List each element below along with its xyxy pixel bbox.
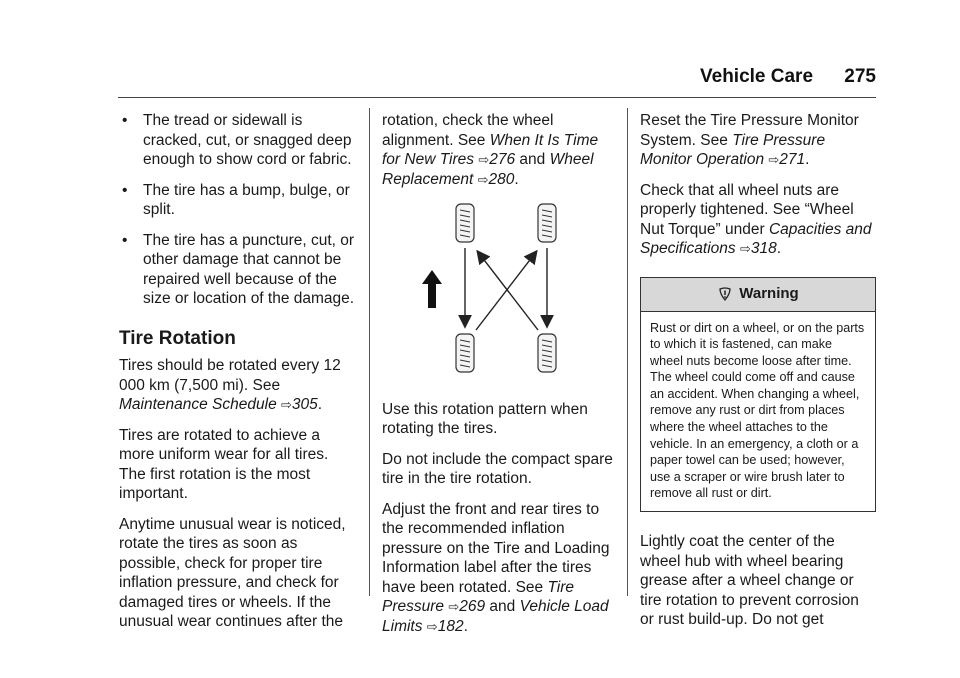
column-divider-1 (369, 108, 370, 596)
forward-direction-arrow-icon (422, 270, 442, 308)
wheel-replacement-link[interactable]: Wheel Replacement (382, 151, 594, 188)
paragraph: Anytime unusual wear is noticed, rotate the tires as soon as possible, check for proper tire inflation pressure, and check for damaged tires or wheels. If the unusual wear continues after the (119, 515, 346, 630)
text: . (317, 396, 323, 413)
page-ref[interactable]: 276 (489, 151, 516, 168)
column-1 (119, 111, 359, 643)
text: Check that all wheel nuts are properly tightened. See “Wheel Nut Torque” under (640, 181, 854, 238)
text: Tires should be rotated every 12 000 km (7,500 mi). See (119, 357, 341, 394)
page-header (700, 66, 876, 88)
text: Reset the Tire Pressure Monitor System. See (640, 112, 859, 149)
rear-left-to-front-right-arrow (476, 252, 536, 330)
maintenance-schedule-link[interactable]: Maintenance Schedule (119, 396, 277, 413)
rear-right-tire (538, 334, 556, 372)
column-3 (640, 111, 876, 641)
page-ref[interactable]: 280 (488, 170, 515, 188)
front-right-tire (538, 204, 556, 242)
ref-arrow-icon: ⇨ (739, 241, 751, 256)
paragraph (640, 181, 876, 259)
vehicle-load-limits-link[interactable]: Vehicle Load Limits (382, 598, 609, 635)
text: Adjust the front and rear tires to the recommended inflation pressure on the Tire and Loading Information label after the tires have been rotated. See (382, 500, 610, 596)
new-tires-link[interactable]: When It Is Time for New Tires (382, 131, 599, 168)
paragraph: Tires are rotated to achieve a more uniform wear for all tires. The first rotation is the most important. (119, 426, 329, 502)
ref-arrow-icon: ⇨ (448, 599, 460, 614)
tire-pressure-link[interactable]: Tire Pressure (382, 578, 575, 615)
capacities-specs-link[interactable]: Capacities and Specifications (640, 220, 872, 257)
paragraph: Use this rotation pattern when rotating the tires. (382, 400, 588, 437)
paragraph (119, 356, 359, 415)
ref-arrow-icon: ⇨ (478, 152, 490, 167)
text: . (463, 617, 468, 635)
damage-list (119, 111, 359, 309)
warning-box (640, 277, 876, 513)
tire-rotation-diagram (416, 200, 618, 386)
text: . (805, 151, 810, 168)
text: and (515, 151, 550, 168)
header-rule (118, 97, 876, 98)
paragraph: Lightly coat the center of the wheel hub with wheel bearing grease after a wheel change or tire rotation to prevent corrosion or rust build-up. Do not get (640, 533, 859, 629)
rear-right-to-front-left-arrow (478, 252, 538, 330)
tpms-operation-link[interactable]: Tire Pressure Monitor Operation (640, 131, 826, 168)
warning-icon (717, 286, 733, 302)
text: . (514, 170, 519, 188)
front-left-tire (456, 204, 474, 242)
column-2 (382, 111, 618, 647)
list-item: • The tread or sidewall is cracked, cut, or snagged deep enough to show cord or fabric. (119, 111, 359, 170)
paragraph (382, 500, 618, 637)
page-ref[interactable]: 182 (437, 617, 464, 635)
rotation-pattern-illustration (416, 200, 576, 380)
ref-arrow-icon: ⇨ (426, 618, 438, 634)
warning-text: Rust or dirt on a wheel, or on the parts to which it is fastened, can make wheel nuts become loose after time. The wheel could come off and cause an accident. When changing a wheel, remove any rust or dirt from places where the wheel attaches to the vehicle. In an emergency, a cloth or a paper towel can be used; however, use a scraper or wire brush later to remove all rust or dirt. (650, 320, 865, 501)
paragraph (382, 111, 618, 189)
warning-title: Warning (739, 285, 799, 303)
warning-header (641, 278, 875, 312)
section-heading: Tire Rotation (119, 327, 236, 349)
ref-arrow-icon: ⇨ (768, 152, 780, 167)
list-item: • The tire has a puncture, cut, or other damage that cannot be repaired well because of the size or location of the damage. (119, 231, 359, 309)
page-ref[interactable]: 271 (779, 151, 806, 168)
list-item: • The tire has a bump, bulge, or split. (119, 181, 359, 220)
text: . (776, 240, 782, 257)
rear-left-tire (456, 334, 474, 372)
section-title: Vehicle Care (700, 66, 814, 87)
page-ref[interactable]: 318 (750, 240, 777, 257)
column-divider-2 (627, 108, 628, 596)
text: rotation, check the wheel alignment. See (382, 112, 554, 149)
ref-arrow-icon: ⇨ (281, 397, 292, 412)
page-number: 275 (844, 66, 876, 87)
paragraph (640, 111, 876, 170)
ref-arrow-icon: ⇨ (477, 171, 489, 187)
page-ref[interactable]: 269 (459, 598, 486, 615)
paragraph: Do not include the compact spare tire in the tire rotation. (382, 450, 613, 487)
text: and (485, 598, 520, 615)
page-ref[interactable]: 305 (291, 396, 318, 413)
